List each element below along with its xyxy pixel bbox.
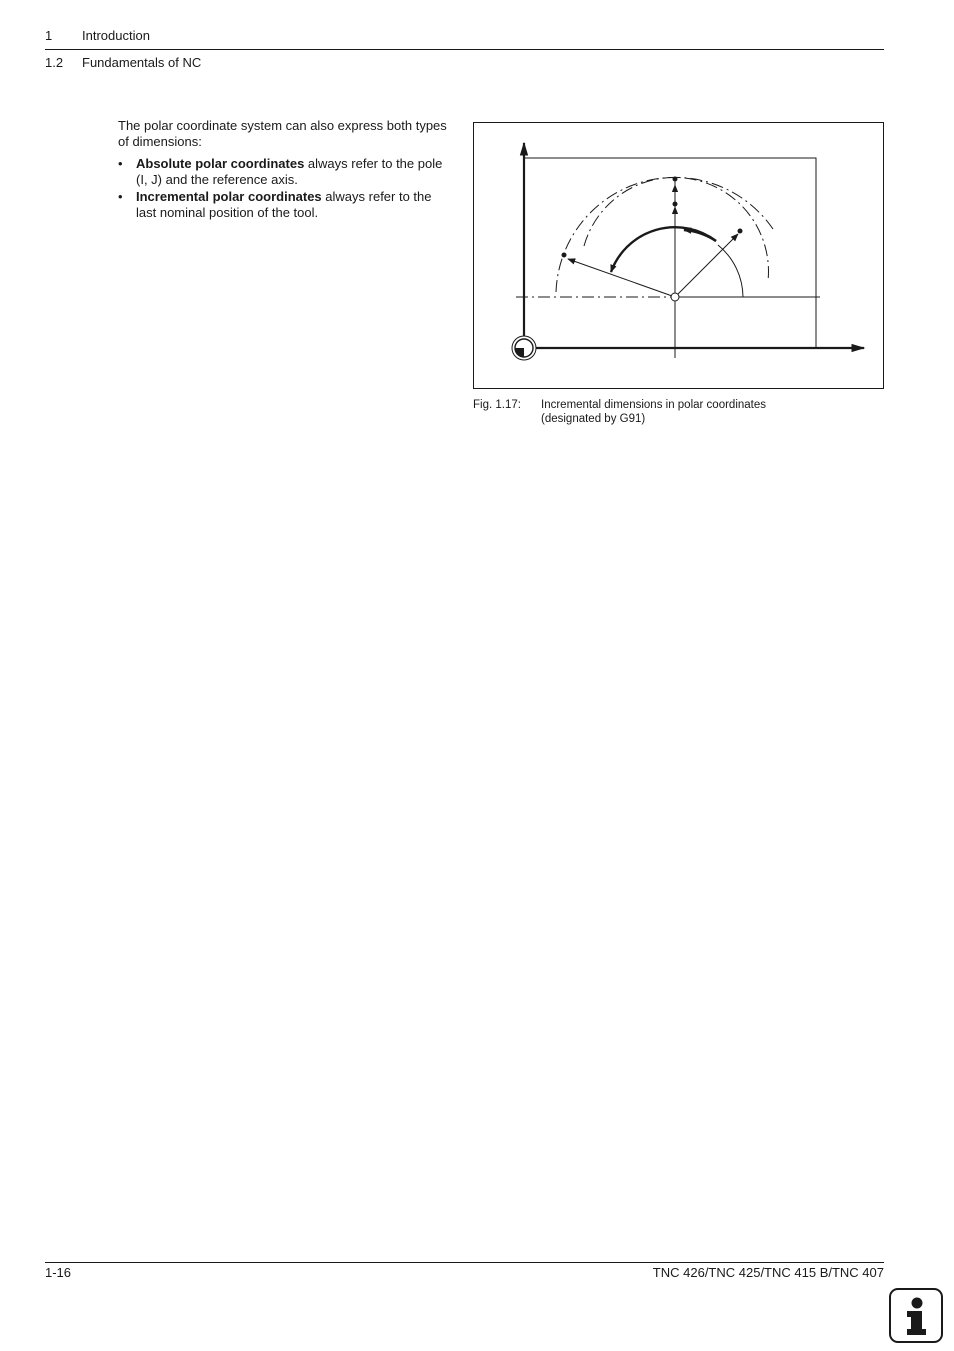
info-icon: [889, 1288, 943, 1343]
bullet-term: Incremental polar coordinates: [136, 189, 322, 204]
point-left: [562, 253, 567, 258]
outer-arc: [556, 177, 773, 292]
body-text: [118, 118, 453, 222]
workpiece-outline: [524, 158, 816, 348]
bullet-marker: •: [118, 156, 123, 171]
info-glyph: [891, 1290, 941, 1341]
caption-text: [541, 398, 861, 426]
section-title: Fundamentals of NC: [82, 55, 202, 70]
datum-symbol: [512, 336, 536, 360]
list-item: [118, 189, 453, 221]
point-right: [738, 229, 743, 234]
bullet-text: always refer to the pole (I, J) and the reference axis.: [136, 156, 443, 187]
radius-vector-right: [675, 234, 738, 297]
polar-diagram: [474, 123, 883, 388]
polar-coordinates-figure: [473, 122, 884, 389]
section-heading: [45, 55, 295, 73]
caption-line: (designated by G91): [541, 413, 646, 425]
bullet-marker: •: [118, 189, 123, 204]
section-number: 1.2: [45, 55, 64, 70]
intro-paragraph: The polar coordinate system can also express both types of dimensions:: [118, 118, 447, 149]
pole: [671, 293, 679, 301]
caption-label: Fig. 1.17:: [473, 399, 521, 411]
caption-line: Incremental dimensions in polar coordinates: [541, 399, 767, 411]
bullet-text: always refer to the last nominal position of the tool.: [136, 189, 432, 220]
bullet-list: [118, 156, 453, 221]
chapter-heading: [45, 28, 245, 46]
radius-vector-left: [568, 259, 675, 297]
chapter-number: 1: [45, 28, 53, 43]
footer-rule: [45, 1262, 884, 1263]
bullet-term: Absolute polar coordinates: [136, 156, 305, 171]
chapter-title: Introduction: [82, 28, 150, 43]
point-top: [673, 177, 678, 182]
point-middle: [673, 202, 678, 207]
manual-title: TNC 426/TNC 425/TNC 415 B/TNC 407: [652, 1265, 884, 1280]
list-item: [118, 156, 453, 188]
small-arc: [718, 245, 743, 297]
header-rule: [45, 49, 884, 50]
page-number: 1-16: [45, 1265, 72, 1280]
